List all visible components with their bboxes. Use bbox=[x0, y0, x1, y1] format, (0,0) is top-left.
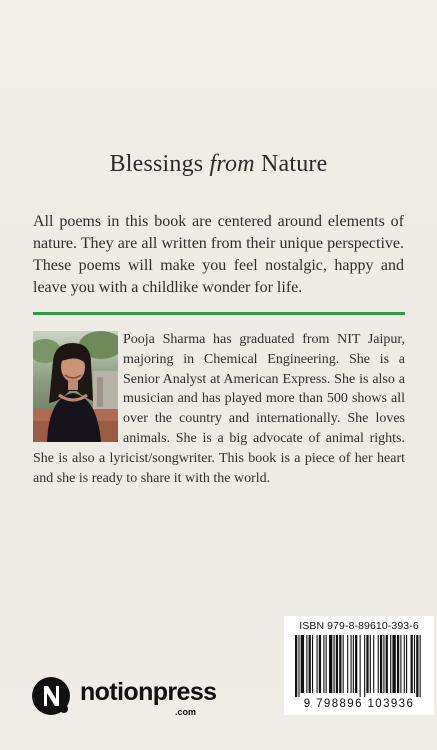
barcode-bar bbox=[416, 635, 418, 697]
isbn-barcode bbox=[284, 616, 434, 715]
publisher-domain: .com bbox=[175, 707, 197, 717]
title-word-blessings: Blessings bbox=[109, 151, 210, 177]
barcode-bar bbox=[298, 635, 299, 697]
publisher-name: notionpress bbox=[80, 678, 217, 706]
barcode-bar bbox=[347, 635, 348, 693]
author-bio-text: Pooja Sharma has graduated from NIT Jaipur, majoring in Chemical Engineering. She is a Senior Analyst at American Express. She is also a musician and has played more than 500 shows all over the country and internationally. She loves animals. She is a big advocate of animal rights. She is also a lyricist/songwriter. This book is a piece of her heart and she is ready to share it with the world. bbox=[33, 332, 405, 486]
barcode-bar bbox=[329, 635, 332, 693]
barcode-bar bbox=[378, 635, 379, 693]
barcode-bar bbox=[383, 635, 384, 693]
barcode-bar bbox=[404, 635, 405, 693]
notionpress-logo-icon bbox=[30, 674, 74, 720]
barcode-bar bbox=[339, 635, 341, 693]
barcode-bar bbox=[406, 635, 407, 693]
barcode-bar bbox=[373, 635, 374, 693]
barcode-bar bbox=[301, 635, 304, 693]
isbn-digits: 9 798896 103936 bbox=[303, 698, 415, 710]
title-word-from: from bbox=[209, 151, 255, 177]
barcode-bar bbox=[370, 635, 371, 693]
barcode-bar bbox=[351, 635, 352, 693]
barcode-bar bbox=[420, 635, 421, 697]
barcode-bar bbox=[414, 635, 415, 693]
author-bio bbox=[33, 330, 405, 488]
barcode-bar bbox=[306, 635, 307, 693]
barcode-bar bbox=[355, 635, 357, 693]
barcode-bar bbox=[295, 635, 297, 697]
barcode-bar bbox=[326, 635, 327, 693]
barcode-bar bbox=[343, 635, 344, 693]
publisher-logo bbox=[30, 674, 230, 720]
barcode-bar bbox=[360, 635, 361, 697]
book-title bbox=[0, 151, 437, 178]
photo-wrap-spacer bbox=[33, 330, 123, 446]
barcode-bar bbox=[334, 635, 335, 693]
barcode-bar bbox=[319, 635, 321, 693]
barcode-bar bbox=[336, 635, 338, 693]
divider-rule bbox=[33, 312, 405, 315]
barcode-bar bbox=[400, 635, 401, 693]
barcode-bar bbox=[353, 635, 354, 693]
book-blurb: All poems in this book are centered around elements of nature. They are all written from their unique perspective. These poems will make you feel nostalgic, happy and leave you with a childlike wonder for life. bbox=[33, 213, 404, 296]
isbn-label: ISBN 979-8-89610-393-6 bbox=[299, 620, 419, 632]
barcode-bar bbox=[392, 635, 395, 693]
barcode-bars bbox=[295, 635, 423, 697]
barcode-bar bbox=[390, 635, 391, 693]
title-word-nature: Nature bbox=[254, 151, 328, 177]
barcode-bar bbox=[309, 635, 311, 693]
barcode-bar bbox=[386, 635, 388, 693]
barcode-bar bbox=[366, 635, 368, 693]
barcode-bar bbox=[312, 635, 313, 693]
barcode-bar bbox=[364, 635, 365, 697]
barcode-bar bbox=[323, 635, 324, 693]
barcode-bar bbox=[411, 635, 413, 693]
barcode-bar bbox=[397, 635, 399, 693]
barcode-bar bbox=[317, 635, 318, 693]
barcode-bar bbox=[380, 635, 382, 693]
